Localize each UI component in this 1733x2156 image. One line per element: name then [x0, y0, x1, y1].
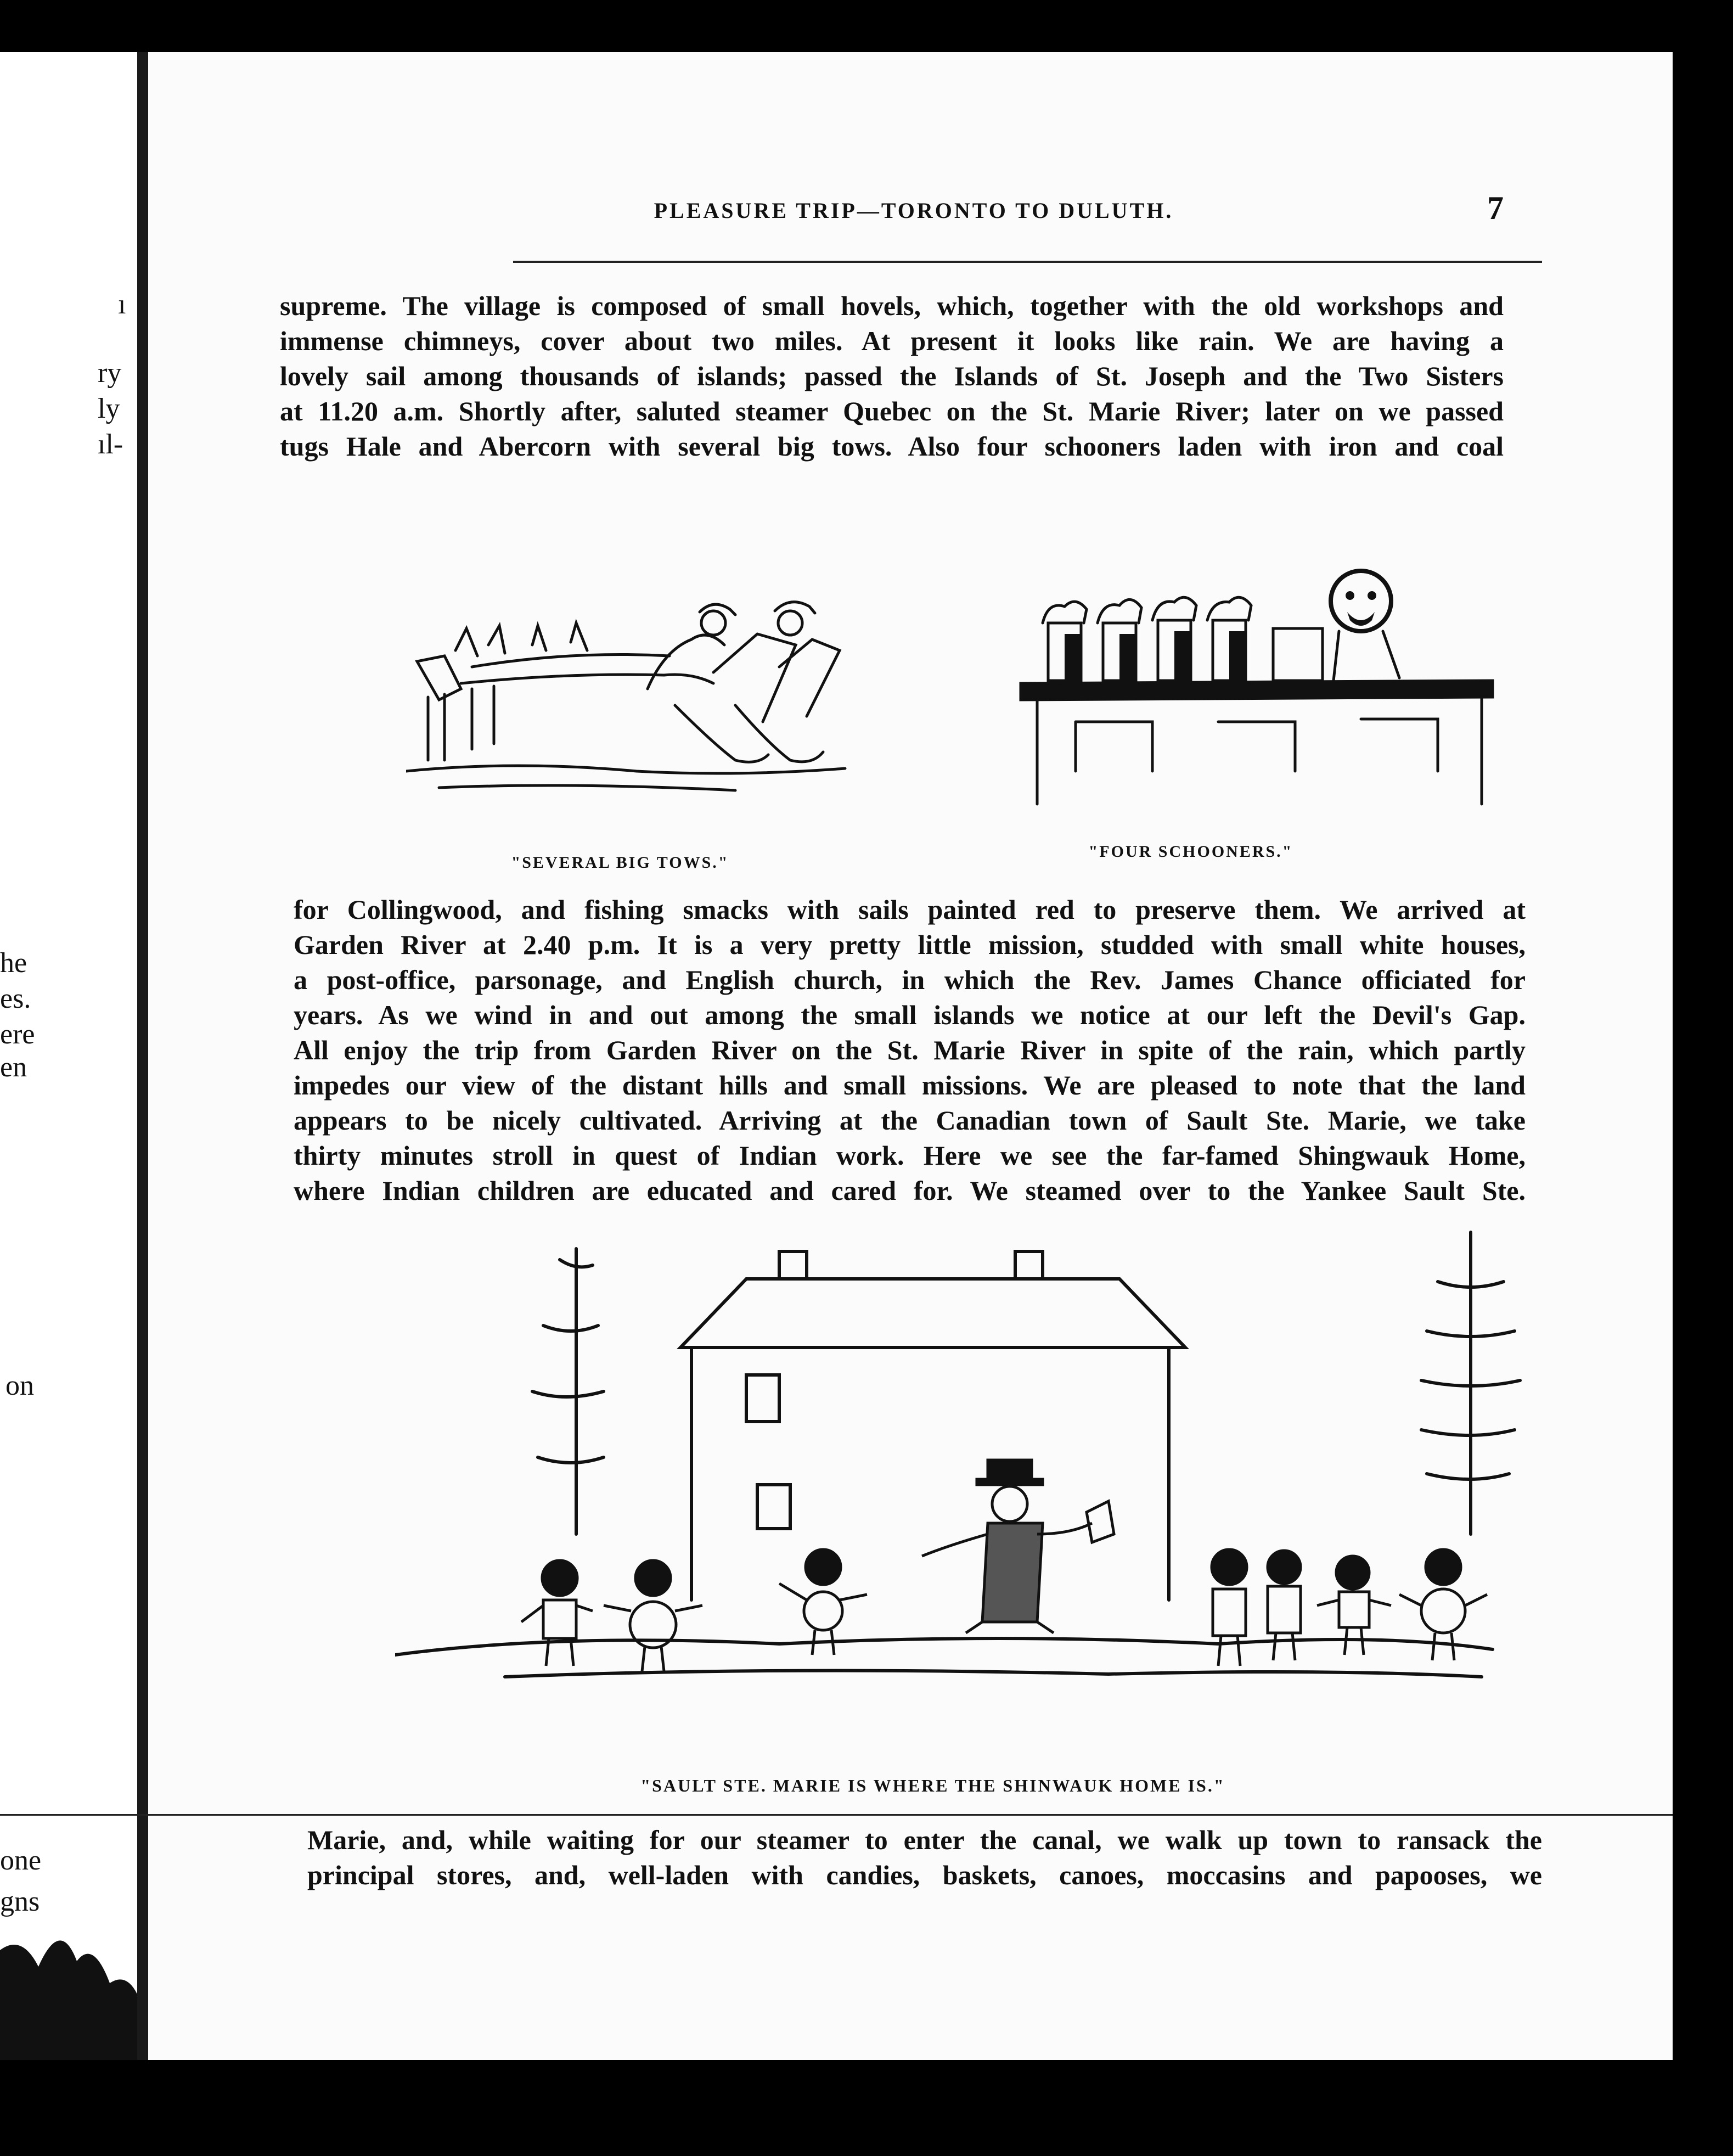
- paragraph-3: [307, 1822, 1542, 1893]
- left-fragment: ly: [98, 393, 120, 424]
- several-big-tows-illustration: [406, 579, 933, 810]
- text-line: where Indian children are educated and cared for. We steamed over to the Yankee Sault Ste.: [294, 1175, 1526, 1206]
- left-fragment: ry: [98, 357, 122, 389]
- caption-several-big-tows: "SEVERAL BIG TOWS.": [511, 854, 729, 872]
- left-fragment: one: [0, 1845, 42, 1876]
- scan-crease-line: [0, 1814, 1733, 1816]
- left-fragment: es.: [0, 983, 31, 1014]
- left-fragment: he: [0, 947, 27, 979]
- text-line: All enjoy the trip from Garden River on the St. Marie River in spite of the rain, which partly: [294, 1035, 1526, 1065]
- scan-border-right: [1673, 0, 1733, 2156]
- paragraph-1: [280, 288, 1504, 464]
- previous-page-fragment: [0, 52, 137, 2060]
- left-fragment: gns: [0, 1886, 40, 1917]
- left-fragment: ıl-: [98, 429, 123, 460]
- text-line: years. As we wind in and out among the small islands we notice at our left the Devil's Gap.: [294, 1000, 1526, 1030]
- left-fragment: on: [5, 1370, 34, 1401]
- left-fragment: ere: [0, 1019, 35, 1050]
- paragraph-2: [294, 892, 1526, 1208]
- binding-gutter: [137, 52, 148, 2060]
- text-line: immense chimneys, cover about two miles. At present it looks like rain. We are having a: [280, 325, 1504, 356]
- text-line: thirty minutes stroll in quest of Indian work. Here we see the far-famed Shingwauk Home,: [294, 1140, 1526, 1171]
- page-number: 7: [1487, 190, 1504, 226]
- scan-border-top: [0, 0, 1733, 52]
- header-rule: [513, 261, 1542, 263]
- caption-shinwauk-home: "SAULT STE. MARIE IS WHERE THE SHINWAUK HOME IS.": [640, 1776, 1225, 1795]
- text-line: Garden River at 2.40 p.m. It is a very pretty little mission, studded with small white houses,: [294, 929, 1526, 960]
- text-line: supreme. The village is composed of small hovels, which, together with the old workshops and: [280, 290, 1504, 321]
- text-line: principal stores, and, well-laden with candies, baskets, canoes, moccasins and papooses, we: [307, 1860, 1542, 1890]
- caption-four-schooners: "FOUR SCHOONERS.": [1088, 843, 1293, 861]
- text-line: appears to be nicely cultivated. Arriving at the Canadian town of Sault Ste. Marie, we take: [294, 1105, 1526, 1136]
- four-schooners-illustration: [1010, 541, 1504, 815]
- text-line: tugs Hale and Abercorn with several big tows. Also four schooners laden with iron and coal: [280, 431, 1504, 462]
- left-fragment: ı: [118, 289, 126, 320]
- text-line: impedes our view of the distant hills and small missions. We are pleased to note that the land: [294, 1070, 1526, 1101]
- torn-edge-shadow: [0, 1884, 137, 2060]
- running-title: PLEASURE TRIP—TORONTO TO DULUTH.: [654, 198, 1174, 223]
- shingwauk-home-illustration: [395, 1227, 1548, 1754]
- scan-border-bottom: [0, 2060, 1733, 2156]
- text-line: at 11.20 a.m. Shortly after, saluted steamer Quebec on the St. Marie River; later on we passed: [280, 396, 1504, 426]
- text-line: lovely sail among thousands of islands; passed the Islands of St. Joseph and the Two Sisters: [280, 361, 1504, 391]
- text-line: Marie, and, while waiting for our steamer to enter the canal, we walk up town to ransack the: [307, 1824, 1542, 1855]
- text-line: for Collingwood, and fishing smacks with sails painted red to preserve them. We arrived at: [294, 894, 1526, 925]
- left-fragment: en: [0, 1052, 27, 1083]
- page-7: [148, 52, 1673, 2060]
- text-line: a post-office, parsonage, and English church, in which the Rev. James Chance officiated for: [294, 964, 1526, 995]
